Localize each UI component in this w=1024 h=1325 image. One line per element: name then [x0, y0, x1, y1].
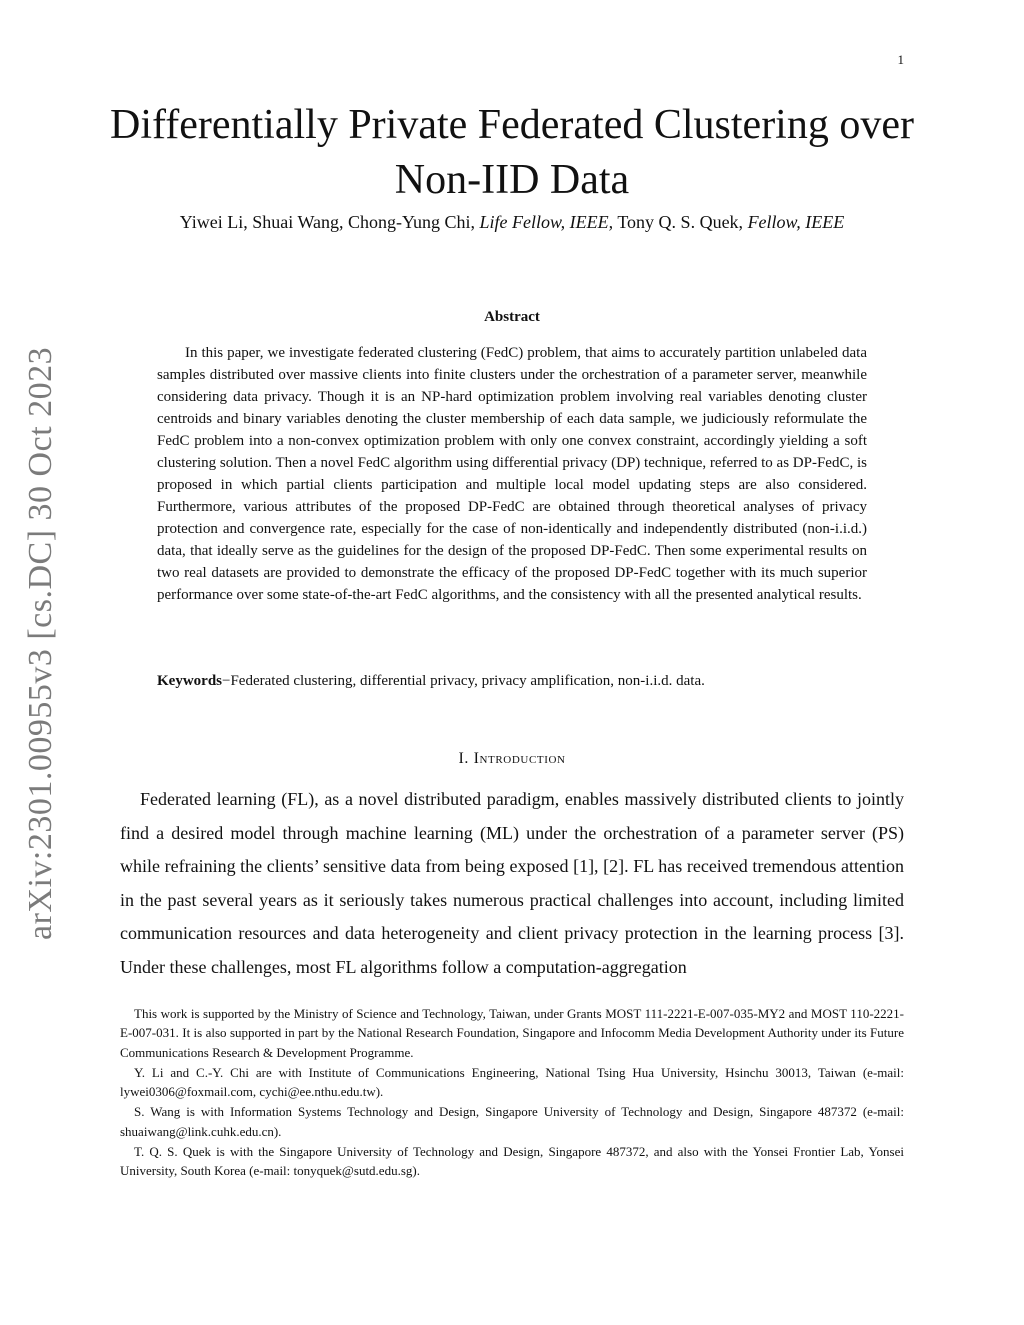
author-names-2: Tony Q. S. Quek, [613, 212, 748, 232]
footnote-affiliation-wang: S. Wang is with Information Systems Technology and Design, Singapore University of Technology and Design, Singapore 487372 (e-mail: shuaiwang@link.cuhk.edu.cn). [120, 1104, 904, 1139]
introduction-paragraph: Federated learning (FL), as a novel distributed paradigm, enables massively distributed clients to jointly find a desired model through machine learning (ML) under the orchestration of a parameter server (PS) while refraining the clients’ sensitive data from being exposed [1], [2]. FL has received tremendous attention in the past several years as it seriously takes numerous practical challenges into account, including limited communication resources and data heterogeneity and client privacy protection in the learning process [3]. Under these challenges, most FL algorithms follow a computation-aggregation [120, 789, 904, 977]
footnotes [120, 1004, 904, 1182]
footnote-funding: This work is supported by the Ministry of Science and Technology, Taiwan, under Grants MOST 111-2221-E-007-035-MY2 and MOST 110-2221-E-007-031. It is also supported in part by the National Research Foundation, Singapore and Infocomm Media Development Authority under its Future Communications Research & Development Programme. [120, 1006, 904, 1060]
footnote-affiliation-quek: T. Q. S. Quek is with the Singapore University of Technology and Design, Singapore 487372, and also with the Yonsei Frontier Lab, Yonsei University, South Korea (e-mail: tonyquek@sutd.edu.sg). [120, 1144, 904, 1179]
author-affiliation-2: Fellow, IEEE [747, 212, 845, 232]
footnote-affiliation-li-chi: Y. Li and C.-Y. Chi are with Institute of Communications Engineering, National Tsing Hua University, Hsinchu 30013, Taiwan (e-mail: lywei0306@foxmail.com, cychi@ee.nthu.edu.tw). [120, 1064, 904, 1100]
keywords-text: −Federated clustering, differential privacy, privacy amplification, non-i.i.d. data. [222, 673, 705, 689]
paper-title-line-2: Non-IID Data [394, 157, 630, 203]
keywords-label: Keywords [157, 673, 222, 689]
keywords [157, 673, 867, 690]
section-number: I. [458, 750, 474, 767]
author-affiliation-1: Life Fellow, IEEE, [479, 212, 614, 232]
abstract-heading: Abstract [484, 309, 540, 325]
abstract-text: In this paper, we investigate federated clustering (FedC) problem, that aims to accurately partition unlabeled data samples distributed over massive clients into finite clusters under the orchestration of a parameter server, meanwhile considering data privacy. Though it is an NP-hard optimization problem involving real variables denoting cluster centroids and binary variables denoting the cluster membership of each data sample, we judiciously reformulate the FedC problem into a non-convex optimization problem with only one convex constraint, accordingly yielding a soft clustering solution. Then a novel FedC algorithm using differential privacy (DP) technique, referred to as DP-FedC, is proposed in which partial clients participation and multiple local model updating steps are also considered. Furthermore, various attributes of the proposed DP-FedC are obtained through theoretical analyses of privacy protection and convergence rate, especially for the case of non-identically and independently distributed (non-i.i.d.) data, that ideally serve as the guidelines for the design of the proposed DP-FedC. Then some experimental results on two real datasets are provided to demonstrate the efficacy of the proposed DP-FedC together with its much superior performance over some state-of-the-art FedC algorithms, and the consistency with all the presented analytical results. [157, 345, 867, 603]
author-names-1: Yiwei Li, Shuai Wang, Chong-Yung Chi, [179, 212, 480, 232]
author-list [80, 212, 944, 233]
paper-title [100, 98, 924, 208]
section-heading-introduction [0, 750, 1024, 768]
page-number: 1 [897, 52, 904, 67]
arxiv-stamp: arXiv:2301.00955v3 [cs.DC] 30 Oct 2023 [22, 346, 59, 940]
section-title: Introduction [473, 750, 566, 767]
paper-title-line-1: Differentially Private Federated Clustering over [110, 102, 914, 148]
